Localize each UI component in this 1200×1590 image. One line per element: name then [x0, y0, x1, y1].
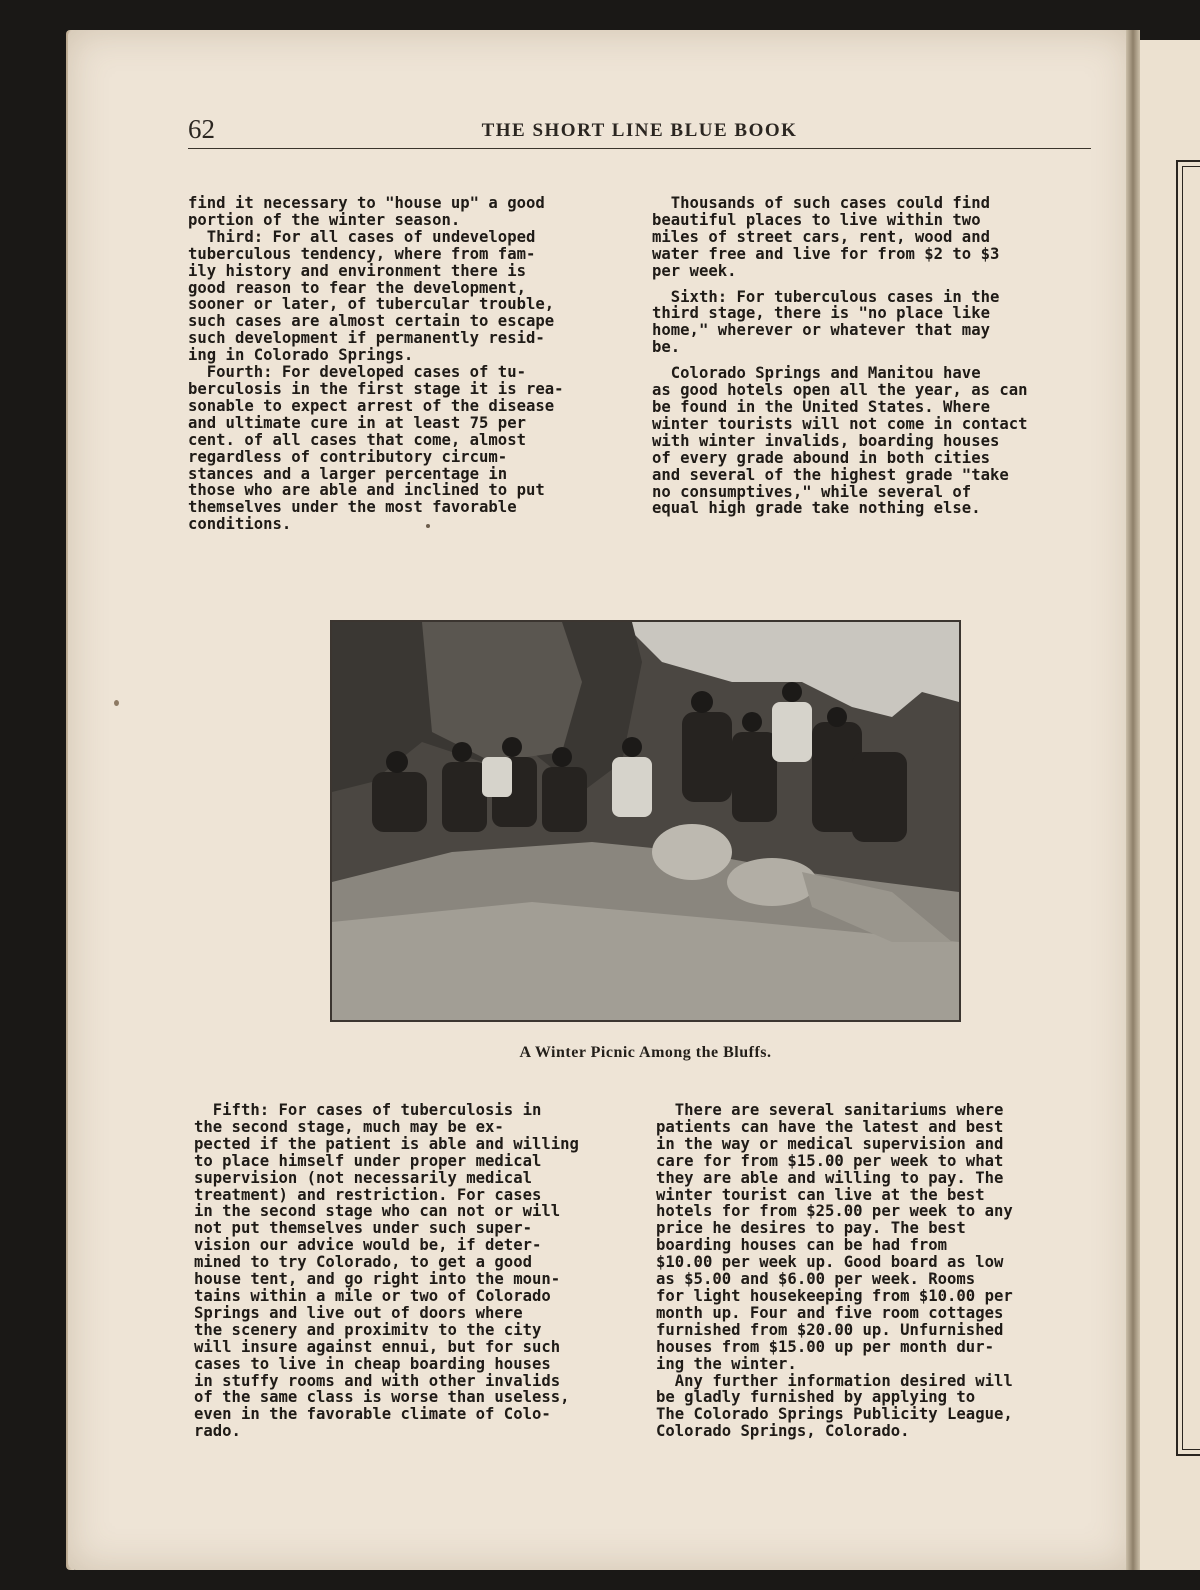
text-line: the scenery and proximitv to the city: [194, 1320, 542, 1339]
text-line: sonable to expect arrest of the disease: [188, 396, 555, 415]
text-line: and ultimate cure in at least 75 per: [188, 413, 526, 432]
text-line: ing the winter.: [656, 1354, 797, 1373]
top-left-column: [188, 195, 620, 533]
text-line: Colorado Springs, Colorado.: [656, 1422, 910, 1441]
picnic-photograph: [330, 620, 961, 1022]
text-line: Springs and live out of doors where: [194, 1303, 523, 1322]
page-number: 62: [188, 114, 215, 144]
text-line: $10.00 per week up. Good board as low: [656, 1253, 1004, 1272]
text-line: hotels for from $25.00 per week to any: [656, 1202, 1013, 1221]
paragraph-sixth: [652, 289, 1084, 357]
text-line: with winter invalids, boarding houses: [652, 431, 1000, 450]
text-line: portion of the winter season.: [188, 210, 461, 229]
text-line: ily history and environment there is: [188, 261, 526, 280]
text-line: Any further information desired will: [656, 1371, 1013, 1390]
bottom-left-column: [194, 1102, 626, 1440]
text-line: There are several sanitariums where: [656, 1101, 1004, 1119]
text-line: the second stage, much may be ex-: [194, 1117, 504, 1136]
text-line: Sixth: For tuberculous cases in the: [652, 287, 1000, 306]
text-line: in the second stage who can not or will: [194, 1202, 561, 1221]
text-line: patients can have the latest and best: [656, 1117, 1004, 1136]
text-line: miles of street cars, rent, wood and: [652, 227, 990, 246]
text-line: such development if permanently resid-: [188, 329, 545, 348]
facing-page-border: [1176, 160, 1200, 1456]
text-line: in the way or medical supervision and: [656, 1134, 1004, 1153]
text-line: Fourth: For developed cases of tu-: [188, 363, 526, 382]
text-line: Colorado Springs and Manitou have: [652, 364, 981, 383]
text-line: be gladly furnished by applying to: [656, 1388, 976, 1407]
text-line: will insure against ennui, but for such: [194, 1337, 561, 1356]
text-line: cases to live in cheap boarding houses: [194, 1354, 551, 1373]
text-line: treatment) and restriction. For cases: [194, 1185, 542, 1204]
paragraph-hotels: [652, 365, 1084, 517]
text-line: be found in the United States. Where: [652, 397, 990, 416]
text-line: boarding houses can be had from: [656, 1236, 948, 1255]
text-line: third stage, there is "no place like: [652, 304, 990, 323]
text-line: for light housekeeping from $10.00 per: [656, 1286, 1013, 1305]
text-line: mined to try Colorado, to get a good: [194, 1253, 532, 1272]
text-line: houses from $15.00 up per month dur-: [656, 1337, 994, 1356]
top-right-column: [652, 195, 1084, 517]
text-line: tains within a mile or two of Colorado: [194, 1286, 551, 1305]
bottom-right-column: [656, 1102, 1088, 1440]
text-line: no consumptives," while several of: [652, 482, 972, 501]
text-line: winter tourists will not come in contact: [652, 414, 1028, 433]
text-line: even in the favorable climate of Colo-: [194, 1405, 551, 1424]
text-line: home," wherever or whatever that may: [652, 321, 990, 340]
text-line: as good hotels open all the year, as can: [652, 381, 1028, 400]
text-line: such cases are almost certain to escape: [188, 312, 555, 331]
page-header: [188, 114, 1091, 149]
text-line: furnished from $20.00 up. Unfurnished: [656, 1320, 1004, 1339]
text-line: berculosis in the first stage it is rea-: [188, 379, 564, 398]
text-line: themselves under the most favorable: [188, 498, 517, 517]
text-line: Fifth: For cases of tuberculosis in: [194, 1101, 542, 1119]
text-line: stances and a larger percentage in: [188, 464, 508, 483]
text-line: as $5.00 and $6.00 per week. Rooms: [656, 1270, 976, 1289]
book-gutter: [1126, 30, 1140, 1570]
paragraph-thousands: [652, 195, 1084, 280]
text-line: The Colorado Springs Publicity League,: [656, 1405, 1013, 1424]
text-line: not put themselves under such super-: [194, 1219, 532, 1238]
text-line: price he desires to pay. The best: [656, 1219, 966, 1238]
text-line: regardless of contributory circum-: [188, 447, 508, 466]
text-line: of the same class is worse than useless,: [194, 1388, 570, 1407]
text-line: equal high grade take nothing else.: [652, 499, 981, 518]
text-line: per week.: [652, 261, 737, 280]
text-line: water free and live for from $2 to $3: [652, 244, 1000, 263]
text-line: find it necessary to "house up" a good: [188, 194, 545, 212]
text-line: sooner or later, of tubercular trouble,: [188, 295, 555, 314]
text-line: cent. of all cases that come, almost: [188, 430, 526, 449]
text-line: house tent, and go right into the moun-: [194, 1270, 561, 1289]
text-line: good reason to fear the development,: [188, 278, 526, 297]
text-line: month up. Four and five room cottages: [656, 1303, 1004, 1322]
photo-caption: A Winter Picnic Among the Bluffs.: [519, 1044, 772, 1061]
text-line: Third: For all cases of undeveloped: [188, 227, 536, 246]
text-line: they are able and willing to pay. The: [656, 1168, 1004, 1187]
text-line: pected if the patient is able and willing: [194, 1134, 579, 1153]
text-line: ing in Colorado Springs.: [188, 346, 414, 365]
text-line: tuberculous tendency, where from fam-: [188, 244, 536, 263]
text-line: vision our advice would be, if deter-: [194, 1236, 542, 1255]
text-line: to place himself under proper medical: [194, 1151, 542, 1170]
text-line: be.: [652, 338, 681, 357]
text-line: beautiful places to live within two: [652, 210, 981, 229]
running-head: THE SHORT LINE BLUE BOOK: [481, 120, 798, 141]
photo-scene: [332, 622, 959, 1020]
text-line: conditions.: [188, 515, 292, 534]
text-line: supervision (not necessarily medical: [194, 1168, 532, 1187]
text-line: care for from $15.00 per week to what: [656, 1151, 1004, 1170]
text-line: of every grade abound in both cities: [652, 448, 990, 467]
paper-speck: [426, 524, 430, 528]
paper-speck: [114, 700, 119, 706]
text-line: Thousands of such cases could find: [652, 194, 990, 212]
text-line: and several of the highest grade "take: [652, 465, 1009, 484]
text-line: in stuffy rooms and with other invalids: [194, 1371, 561, 1390]
text-line: rado.: [194, 1422, 241, 1441]
text-line: winter tourist can live at the best: [656, 1185, 985, 1204]
text-line: those who are able and inclined to put: [188, 481, 545, 500]
